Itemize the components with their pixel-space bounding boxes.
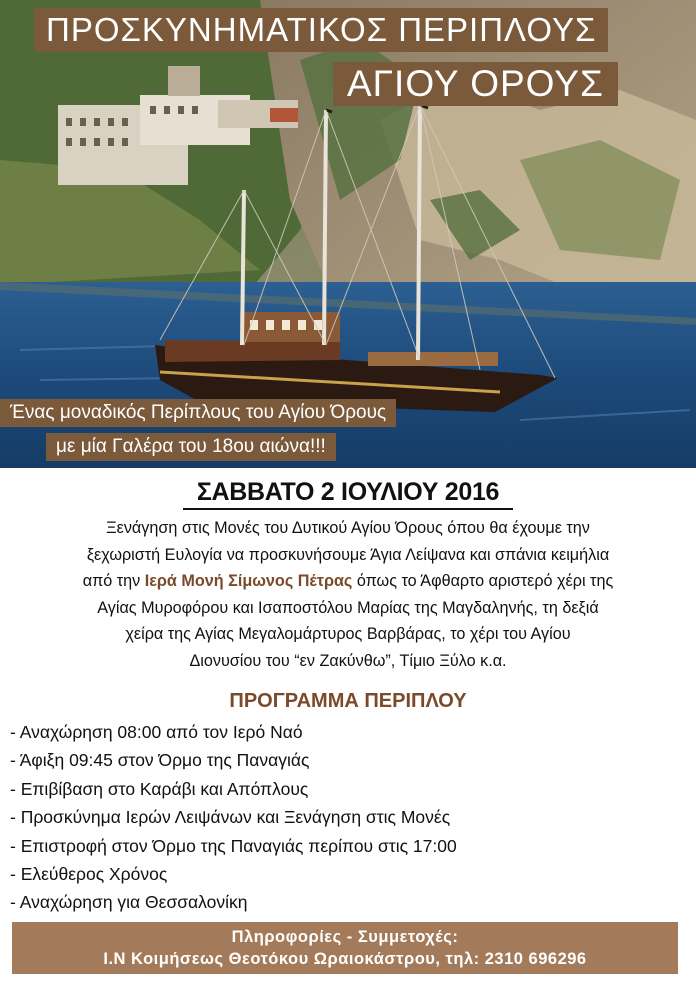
list-item: - Προσκύνημα Ιερών Λειψάνων και Ξενάγηση στις Μονές <box>10 807 451 828</box>
tagline-line2: με μία Γαλέρα του 18ου αιώνα!!! <box>46 433 336 461</box>
description-line: Αγίας Μυροφόρου και Ισαποστόλου Μαρίας της Μαγδαληνής, τη δεξιά <box>97 598 599 617</box>
description-text: όπως το Άφθαρτο αριστερό χέρι της <box>352 572 614 591</box>
contact-heading: Πληροφορίες - Συμμετοχές: <box>231 928 459 946</box>
list-item: - Επιβίβαση στο Καράβι και Απόπλους <box>10 778 309 799</box>
list-item: - Άφιξη 09:45 στον Όρμο της Παναγιάς <box>10 750 310 771</box>
page-title-line1: ΠΡΟΣΚΥΝΗΜΑΤΙΚΟΣ ΠΕΡΙΠΛΟΥΣ <box>34 8 608 52</box>
date-underline <box>183 508 513 510</box>
description-line: ξεχωριστή Ευλογία να προσκυνήσουμε Άγια Λείψανα και σπάνια κειμήλια <box>86 545 610 564</box>
list-item: - Επιστροφή στον Όρμο της Παναγιάς περίπου στις 17:00 <box>10 835 457 856</box>
list-item: - Αναχώρηση 08:00 από τον Ιερό Ναό <box>10 722 303 742</box>
tagline-line1: Ένας μοναδικός Περίπλους του Αγίου Όρους <box>0 399 396 427</box>
contact-details: Ι.Ν Κοιμήσεως Θεοτόκου Ωραιοκάστρου, τηλ: 2310 696296 <box>103 950 587 968</box>
contact-info-box <box>12 922 678 974</box>
description-line: Διονυσίου του “εν Ζακύνθω”, Τίμιο Ξύλο κ.α. <box>189 651 507 670</box>
description-line: Ξενάγηση στις Μονές του Δυτικού Αγίου Όρους όπου θα έχουμε την <box>106 519 590 537</box>
description-line: χείρα της Αγίας Μεγαλομάρτυρος Βαρβάρας, το χέρι του Αγίου <box>125 625 571 644</box>
list-item: - Αναχώρηση για Θεσσαλονίκη <box>10 892 248 913</box>
description-line <box>0 568 696 595</box>
list-item: - Ελεύθερος Χρόνος <box>10 864 168 885</box>
description-text: από την <box>82 572 145 591</box>
page-title-line2: ΑΓΙΟΥ ΟΡΟΥΣ <box>333 62 618 106</box>
program-list <box>10 718 457 917</box>
event-description <box>0 515 696 675</box>
program-title: ΠΡΟΓΡΑΜΜΑ ΠΕΡΙΠΛΟΥ <box>229 690 467 712</box>
event-date: ΣΑΒΒΑΤΟ 2 ΙΟΥΛΙΟΥ 2016 <box>196 478 500 506</box>
monastery-name-highlight: Ιερά Μονή Σίμωνος Πέτρας <box>144 572 353 591</box>
